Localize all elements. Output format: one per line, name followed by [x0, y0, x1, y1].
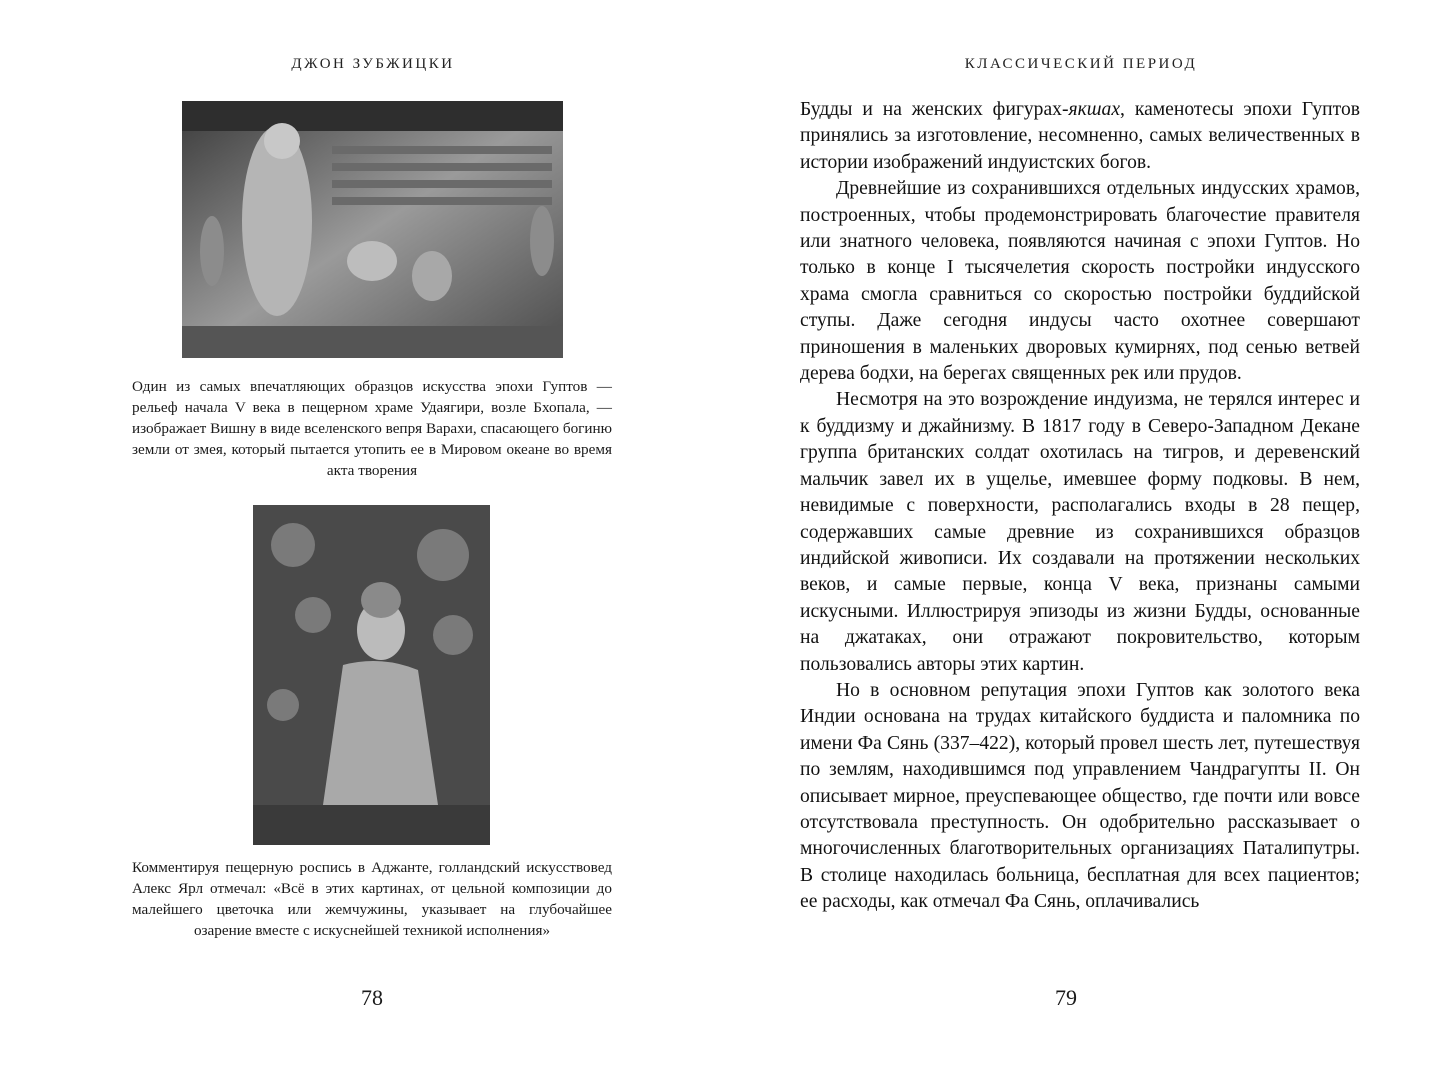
right-page	[720, 0, 1440, 1080]
paragraph-2: Древнейшие из сохранившихся отдельных индусских храмов, построенных, чтобы продемонстрировать благочестие правителя или знатного человека, появляются начиная с эпохи Гуптов. Но только в конце I тысячелетия скорость постройки индусского храма смогла сравниться со скоростью постройки буддийской ступы. Даже сегодня индусы часто охотнее совершают приношения в маленьких дворовых кумирнях, под сенью ветвей дерева бодхи, на берегах священных рек или прудов.	[800, 178, 1360, 385]
varaha-relief-photo	[182, 101, 563, 358]
ajanta-painting-photo	[253, 505, 490, 845]
running-head-left: ДЖОН ЗУБЖИЦКИ	[291, 56, 455, 72]
running-head-right: КЛАССИЧЕСКИЙ ПЕРИОД	[964, 56, 1198, 72]
page-number-left: 78	[361, 985, 383, 1010]
page-number-right: 79	[1055, 985, 1077, 1010]
figure2-caption: Комментируя пещерную роспись в Аджанте, голландский искусствовед Алекс Ярл отмечал: «Всё в этих картинах, от цельной композиции до малейшего цветочка или жемчужины, указывает на глубочайшее озарение вместе с искуснейшей техникой исполнения»	[132, 859, 612, 939]
figure1-caption: Один из самых впечатляющих образцов искусства эпохи Гуптов — рельеф начала V века в пещерном храме Удаягири, возле Бхопала, — изображает Вишну в виде вселенского вепря Варахи, спасающего богиню земли от змея, который пытается утопить ее в Мировом океане во время акта творения	[132, 378, 612, 479]
body-text	[800, 97, 1360, 916]
paragraph-1: Будды и на женских фигурах-якшах, каменотесы эпохи Гуптов принялись за изготовление, несомненно, самых величественных в истории изображений индуистских богов.	[800, 99, 1360, 173]
paragraph-4: Но в основном репутация эпохи Гуптов как золотого века Индии основана на трудах китайского буддиста и паломника по имени Фа Сянь (337–422), который провел шесть лет, путешествуя по землям, находившимся под управлением Чандрагупты II. Он описывает мирное, преуспевающее общество, где почти или вовсе отсутствовала преступность. Он одобрительно рассказывает о многочисленных благотворительных организациях Паталипутры. В столице находилась больница, бесплатная для всех пациентов; ее расходы, как отмечал Фа Сянь, оплачивались	[800, 679, 1360, 913]
paragraph-3: Несмотря на это возрождение индуизма, не терялся интерес и к буддизму и джайнизму. В 1817 году в Северо-Западном Декане группа британских солдат охотилась на тигров, и деревенский мальчик завел их в ущелье, имевшее форму подковы. В нем, невидимые с поверхности, располагались входы в 28 пещер, содержавших самые древние из сохранившихся образцов индийской живописи. Их создавали на протяжении нескольких веков, и самые первые, конца V века, признаны самыми искусными. Иллюстрируя эпизоды из жизни Будды, основанные на джатаках, они отражают покровительство, которым пользовались авторы этих картин.	[800, 389, 1360, 675]
